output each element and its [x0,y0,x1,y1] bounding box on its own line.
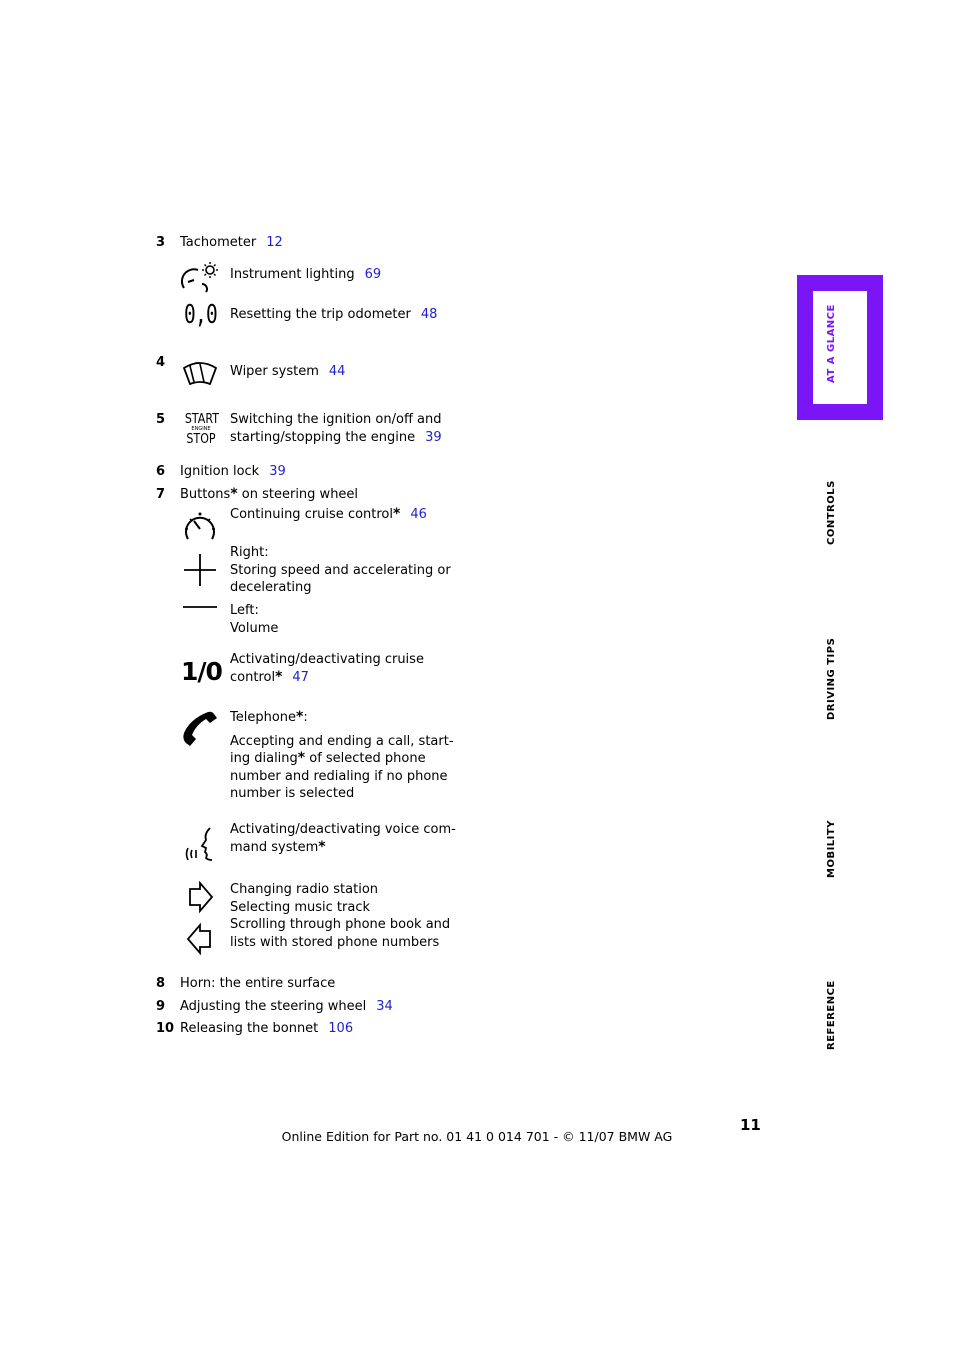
item-number: 6 [156,464,166,479]
item-label-tail: on steering wheel [237,487,359,502]
item-telephone [230,709,454,803]
tab-label-controls[interactable]: CONTROLS [826,480,837,545]
item-line: Storing speed and accelerating or [230,562,451,578]
tab-label-mobility[interactable]: MOBILITY [826,820,837,878]
item-label: Resetting the trip odometer [230,307,411,322]
item-tachometer [180,234,283,252]
item-label: Buttons [180,487,231,502]
item-line: mand system [230,839,319,855]
item-line: Scrolling through phone book and [230,917,451,932]
item-line: Volume [230,620,279,636]
telephone-icon [180,709,220,749]
item-line: ing dialing [230,751,298,766]
minus-icon [180,602,220,612]
footer: Online Edition for Part no. 01 41 0 014 701 - © 11/07 BMW AG [281,1129,673,1144]
option-star: * [393,506,401,522]
item-left-button [230,602,278,637]
item-right-button [230,544,451,597]
item-line: number is selected [230,786,355,801]
item-label: Continuing cruise control [230,507,394,522]
page-link[interactable]: 106 [328,1021,354,1036]
page-link[interactable]: 39 [425,429,442,445]
item-label: Instrument lighting [230,267,355,282]
item-instrument-lighting [230,266,381,284]
plus-icon [180,552,220,588]
item-voice-command [230,821,456,856]
page-link[interactable]: 12 [266,235,283,250]
arrow-right-icon [190,883,212,911]
cruise-onoff-icon: 1/0 [181,657,222,686]
item-line: control [230,669,276,685]
page-link[interactable]: 46 [410,507,427,522]
page-link[interactable]: 48 [420,307,438,322]
item-line: Right: [230,545,269,560]
item-cruise-resume [230,506,427,524]
wiper-icon [180,358,220,388]
item-cruise-toggle [230,651,424,686]
item-line: Changing radio station [230,882,379,897]
item-label: Wiper system [230,364,319,379]
item-line: Activating/deactivating voice com- [230,822,456,837]
page-link[interactable]: 39 [269,464,286,479]
item-line: Accepting and ending a call, start- [230,733,454,749]
option-star: * [318,838,326,855]
page-link[interactable]: 44 [328,364,346,379]
item-number: 8 [156,976,166,991]
item-bonnet [180,1020,353,1038]
item-radio-track [230,881,450,951]
item-line-tail: : [303,710,308,725]
cruise-resume-icon [180,511,220,545]
tab-inner [813,291,867,404]
start-stop-icon-top: START [184,412,219,427]
start-stop-icon-bottom: STOP [186,432,216,447]
item-number: 4 [156,355,166,370]
item-number: 10 [156,1021,175,1036]
option-star: * [230,486,238,502]
start-stop-icon-mid: ENGINE [191,426,211,432]
voice-command-icon [180,826,220,864]
item-line: Selecting music track [230,899,370,915]
page-link[interactable]: 69 [364,267,382,282]
item-number: 3 [156,235,166,250]
option-star: * [297,750,306,766]
trip-odometer-icon: 0,0 [184,300,217,330]
item-line: number and redialing if no phone [230,768,448,784]
item-line: Switching the ignition on/off and [230,412,442,427]
start-stop-icon [182,413,220,446]
item-line: decelerating [230,580,312,595]
tab-label-at-a-glance[interactable]: AT A GLANCE [826,304,837,383]
page-link[interactable]: 34 [376,999,393,1014]
item-wiper-system [230,363,345,381]
item-steering-adjust [180,998,393,1016]
item-line: Activating/deactivating cruise [230,652,424,667]
tab-at-a-glance[interactable] [797,275,883,420]
option-star: * [275,668,283,685]
item-label: Tachometer [180,235,257,250]
item-steering-buttons [180,486,358,504]
page-link[interactable]: 47 [292,669,309,685]
item-number: 5 [156,412,166,427]
item-label: Ignition lock [180,464,260,479]
item-number: 9 [156,999,166,1014]
item-line: Telephone [230,710,297,725]
instrument-lighting-icon [180,260,220,296]
item-number: 7 [156,487,166,502]
item-label: Releasing the bonnet [180,1021,319,1036]
tab-label-reference[interactable]: REFERENCE [826,980,837,1050]
item-label: Adjusting the steering wheel [180,999,367,1014]
item-line: Left: [230,603,259,618]
item-ignition-switch [230,411,442,446]
item-line: starting/stopping the engine [230,429,416,445]
item-horn: Horn: the entire surface [180,976,336,991]
item-line-tail: of selected phone [305,751,426,766]
tab-label-driving-tips[interactable]: DRIVING TIPS [826,637,837,720]
item-line: lists with stored phone numbers [230,934,440,950]
page-number: 11 [740,1116,761,1134]
arrow-left-icon [188,925,210,953]
arrow-buttons-icon [180,881,220,955]
option-star: * [296,709,304,725]
item-trip-odometer [230,306,437,324]
item-ignition-lock [180,463,286,481]
